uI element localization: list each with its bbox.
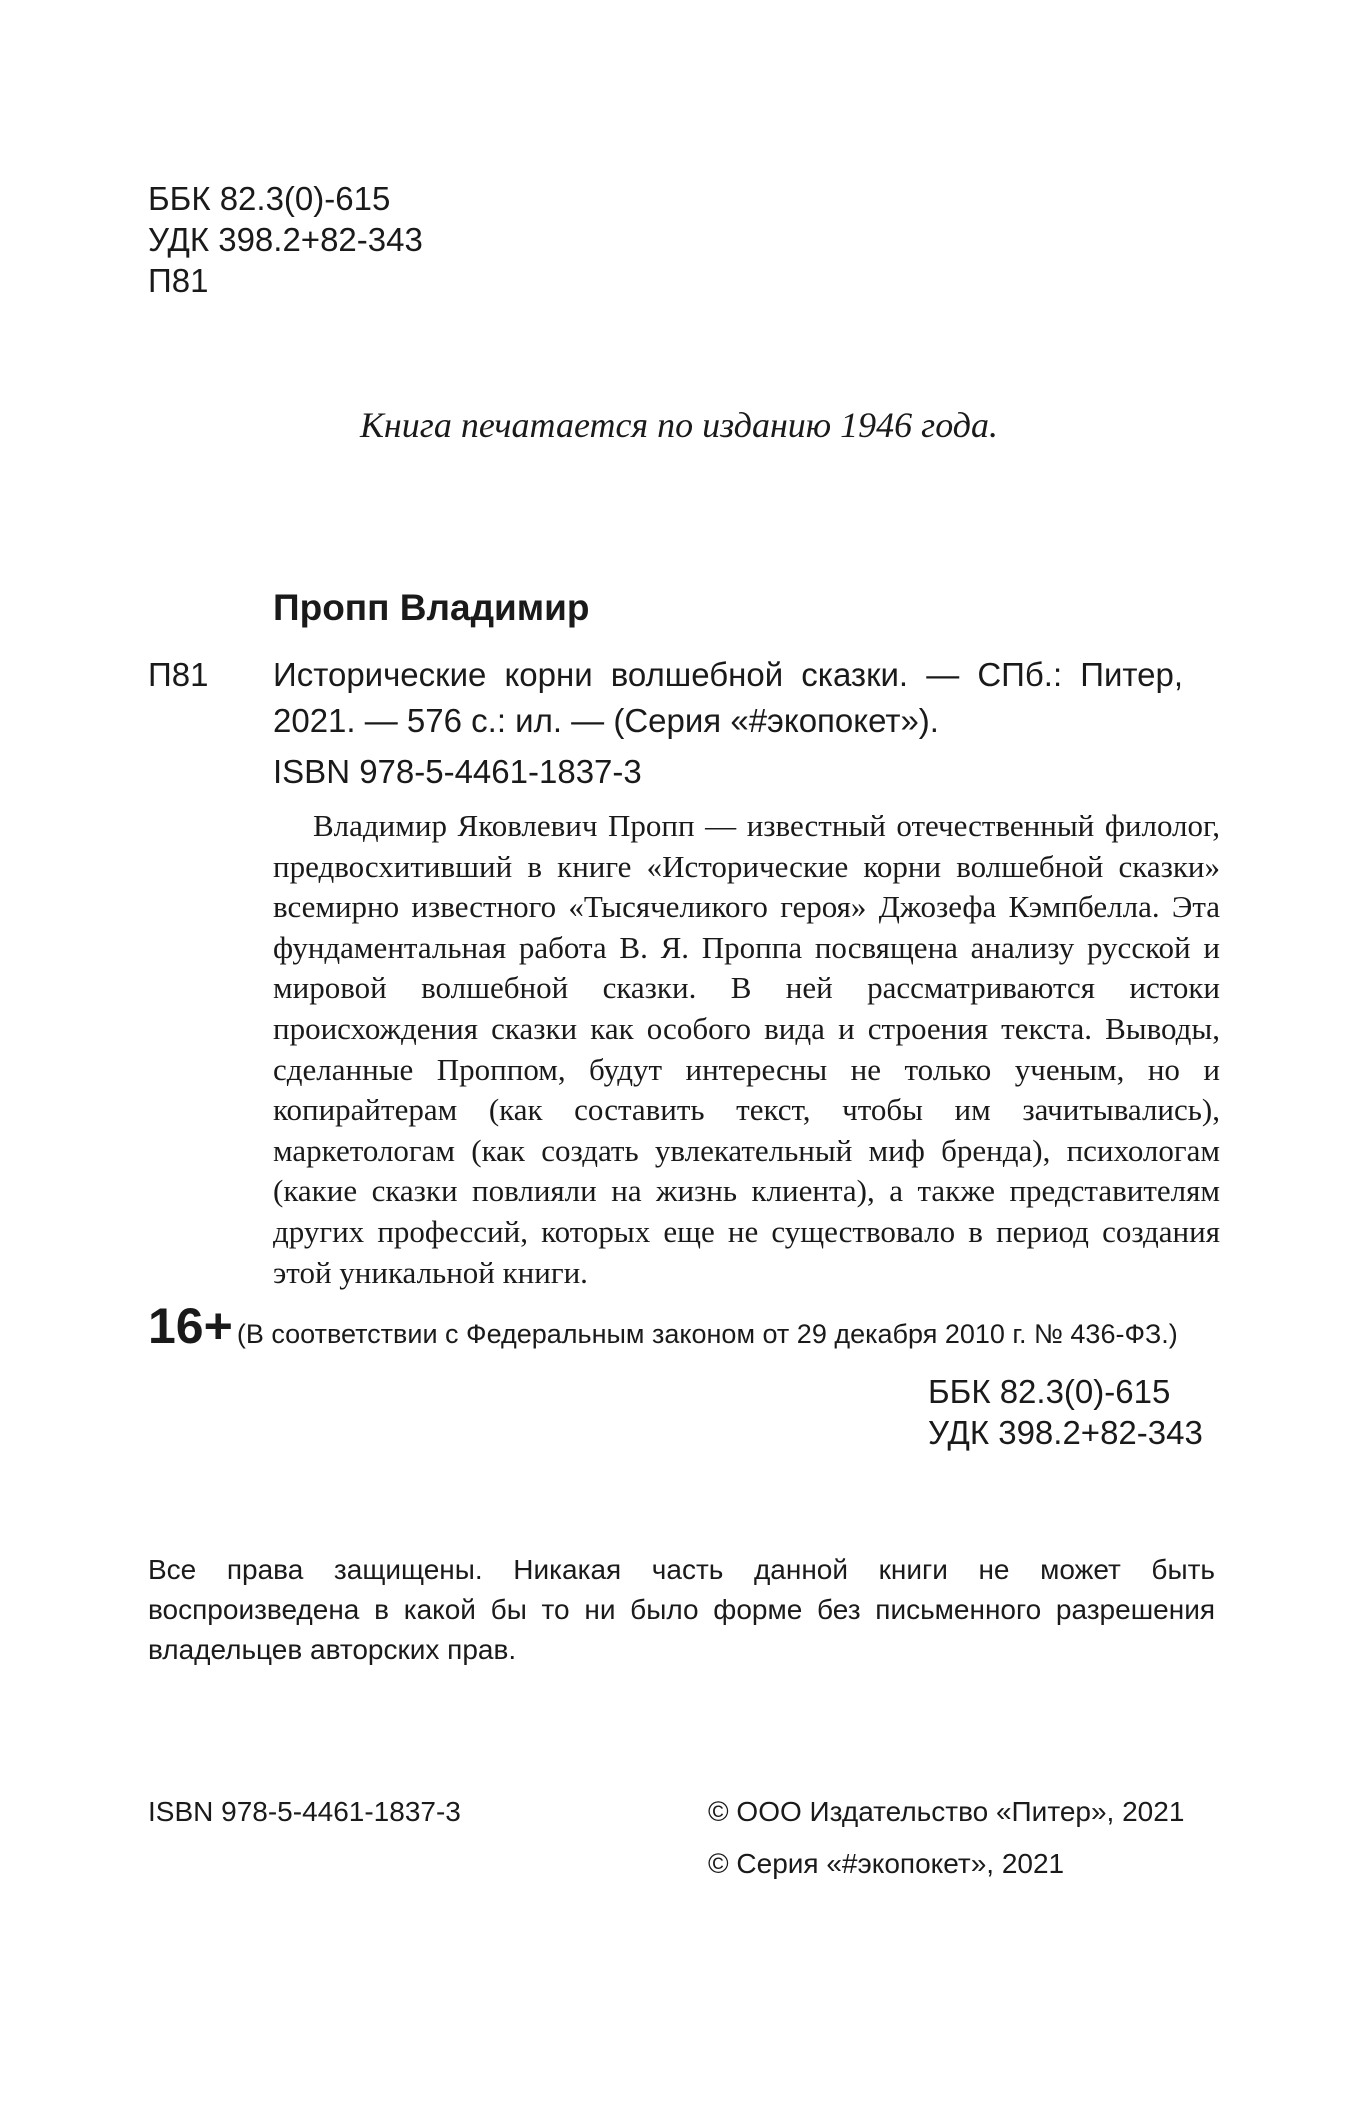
catalog-codes-top	[148, 178, 423, 301]
bibliographic-author-mark: П81	[148, 656, 209, 693]
rights-notice: Все права защищены. Никакая часть данной книги не может быть воспроизведена в какой бы то ни было форме без письменного разрешения владельцев авторских прав.	[148, 1554, 1215, 1665]
print-edition-note: Книга печатается по изданию 1946 года.	[360, 405, 998, 445]
bibliographic-description: Исторические корни волшебной сказки. — СПб.: Питер, 2021. — 576 с.: ил. — (Серия «#экопокет»).	[273, 656, 1183, 739]
age-rating	[148, 1298, 1178, 1362]
udk-code: УДК 398.2+82-343	[148, 221, 423, 258]
copyright-publisher: © ООО Издательство «Питер», 2021	[708, 1796, 1185, 1827]
age-rating-badge: 16+	[148, 1298, 233, 1354]
age-rating-law-note: (В соответствии с Федеральным законом от 29 декабря 2010 г. № 436-ФЗ.)	[236, 1319, 1178, 1349]
udk-code: УДК 398.2+82-343	[928, 1414, 1203, 1451]
footer-isbn: ISBN 978-5-4461-1837-3	[148, 1796, 461, 1827]
book-abstract: Владимир Яковлевич Пропп — известный отечественный филолог, предвосхитивший в книге «Исторические корни волшебной сказки» всемирно известного «Тысячеликого героя» Джозефа Кэмпбелла. Эта фундаментальная работа В. Я. Проппа посвящена анализу русской и мировой волшебной сказки. В ней рассматриваются истоки происхождения сказки как особого вида и строения текста. Выводы, сделанные Проппом, будут интересны не только ученым, но и копирайтерам (как составить текст, чтобы им зачитывались), маркетологам (как создать увлекательный миф бренда), психологам (какие сказки повлияли на жизнь клиента), а также представителям других профессий, которых еще не существовало в период создания этой уникальной книги.	[273, 808, 1220, 1290]
bbk-code: ББК 82.3(0)-615	[148, 180, 391, 217]
author-mark: П81	[148, 262, 209, 299]
catalog-codes-bottom	[928, 1371, 1203, 1453]
isbn: ISBN 978-5-4461-1837-3	[273, 753, 642, 790]
author-name: Пропп Владимир	[273, 587, 590, 628]
copyright-series: © Серия «#экопокет», 2021	[708, 1848, 1065, 1879]
copyright-block	[708, 1792, 1184, 1896]
bbk-code: ББК 82.3(0)-615	[928, 1373, 1171, 1410]
